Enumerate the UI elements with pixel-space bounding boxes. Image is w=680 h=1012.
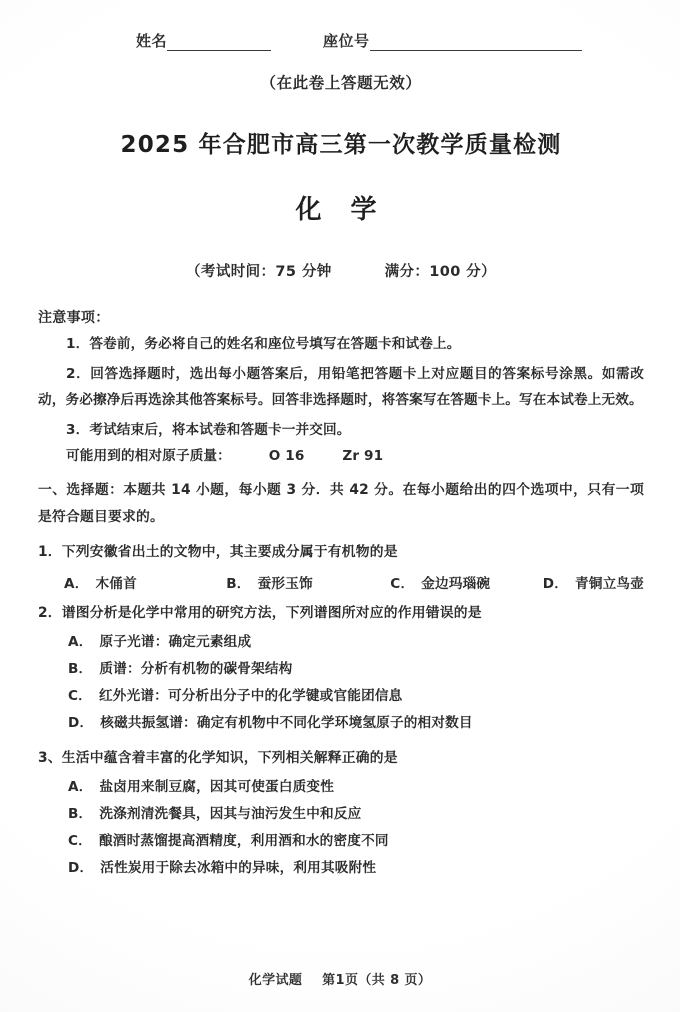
question-text: 下列安徽省出土的文物中，其主要成分属于有机物的是 [61,544,398,560]
exam-total-score: 满分：100 分） [384,264,496,280]
question-number: 3、 [38,750,62,766]
seat-number-input-line[interactable] [370,37,582,51]
option-c[interactable] [390,572,542,592]
option-a[interactable] [38,629,644,656]
option-label: D． [68,715,94,731]
option-label: C． [390,576,415,592]
option-d[interactable] [38,855,644,882]
option-b[interactable] [38,801,644,828]
option-d[interactable] [543,572,644,592]
option-text: 核磁共振氢谱：确定有机物中不同化学环境氢原子的相对数目 [100,715,473,731]
note-item: 3．考试结束后，将本试卷和答题卡一并交回。 [66,422,351,438]
option-c[interactable] [38,828,644,855]
question-stem [38,601,644,626]
option-text: 酿酒时蒸馏提高酒精度，利用酒和水的密度不同 [98,833,389,849]
page-title: 2025 年合肥市高三第一次教学质量检测 [120,132,562,158]
exam-duration: （考试时间：75 分钟 [186,264,332,280]
option-b[interactable] [226,572,390,592]
option-b[interactable] [38,656,644,683]
option-label: C． [68,833,92,849]
footer-subject: 化学试题 [248,973,303,988]
option-label: B． [68,661,93,677]
question-text: 生活中蕴含着丰富的化学知识，下列相关解释正确的是 [61,750,398,766]
option-label: B． [68,806,93,822]
option-text: 蚕形玉饰 [257,576,313,592]
option-d[interactable] [38,710,644,737]
note-item: 1．答卷前，务必将自己的姓名和座位号填写在答题卡和试卷上。 [66,336,461,352]
option-a[interactable] [64,572,226,592]
note-item: 2．回答选择题时，选出每小题答案后，用铅笔把答题卡上对应题目的答案标号涂黑。如需改动，务必擦净后再选涂其他答案标号。回答非选择题时，将答案写在答题卡上。写在本试卷上无效。 [38,366,644,408]
notes-heading: 注意事项： [38,310,110,326]
option-label: A． [68,779,93,795]
option-label: D． [68,860,94,876]
question-text: 谱图分析是化学中常用的研究方法，下列谱图所对应的作用错误的是 [61,605,482,621]
question-stem [38,746,644,771]
student-info-row [38,0,644,51]
option-label: D． [542,576,569,592]
question-3 [38,746,644,882]
question-stem [38,540,644,565]
atomic-mass-zirconium: Zr 91 [342,448,384,464]
name-input-line[interactable] [167,37,271,51]
option-label: A． [68,634,93,650]
footer-page-number: 第1页（共 8 页） [322,973,432,988]
seat-number-label: 座位号 [323,32,370,50]
option-text: 木俑首 [95,576,137,592]
option-text: 盐卤用来制豆腐，因其可使蛋白质变性 [99,779,335,795]
option-text: 金边玛瑙碗 [421,576,491,592]
exam-meta [38,260,644,281]
answer-invalid-note: （在此卷上答题无效） [260,74,422,92]
atomic-mass-label: 可能用到的相对原子质量： [66,448,231,464]
option-text: 红外光谱：可分析出分子中的化学键或官能团信息 [98,688,403,704]
option-c[interactable] [38,683,644,710]
seat-field-group [323,30,582,51]
option-a[interactable] [38,774,644,801]
option-text: 活性炭用于除去冰箱中的异味，利用其吸附性 [100,860,377,876]
question-2 [38,601,644,737]
page-footer [0,969,680,988]
subject-title: 化 学 [295,195,387,225]
option-text: 青铜立鸟壶 [575,576,644,592]
question-3-options [38,774,644,882]
name-field-group [136,30,271,51]
atomic-mass-oxygen: O 16 [268,448,305,464]
question-number: 1． [38,544,62,560]
question-1-options [38,572,644,592]
option-label: C． [68,688,92,704]
question-1 [38,540,644,592]
atomic-mass-line [38,443,644,469]
question-number: 2． [38,605,62,621]
option-label: B． [226,576,251,592]
option-text: 质谱：分析有机物的碳骨架结构 [99,661,293,677]
option-text: 原子光谱：确定元素组成 [99,634,252,650]
name-label: 姓名 [136,32,168,50]
option-text: 洗涤剂清洗餐具，因其与油污发生中和反应 [99,806,362,822]
option-label: A． [64,576,89,592]
question-2-options [38,629,644,737]
page-content [38,0,644,1012]
section-one-heading: 一、选择题：本题共 14 小题，每小题 3 分．共 42 分。在每小题给出的四个选项中，只有一项是符合题目要求的。 [38,482,644,525]
